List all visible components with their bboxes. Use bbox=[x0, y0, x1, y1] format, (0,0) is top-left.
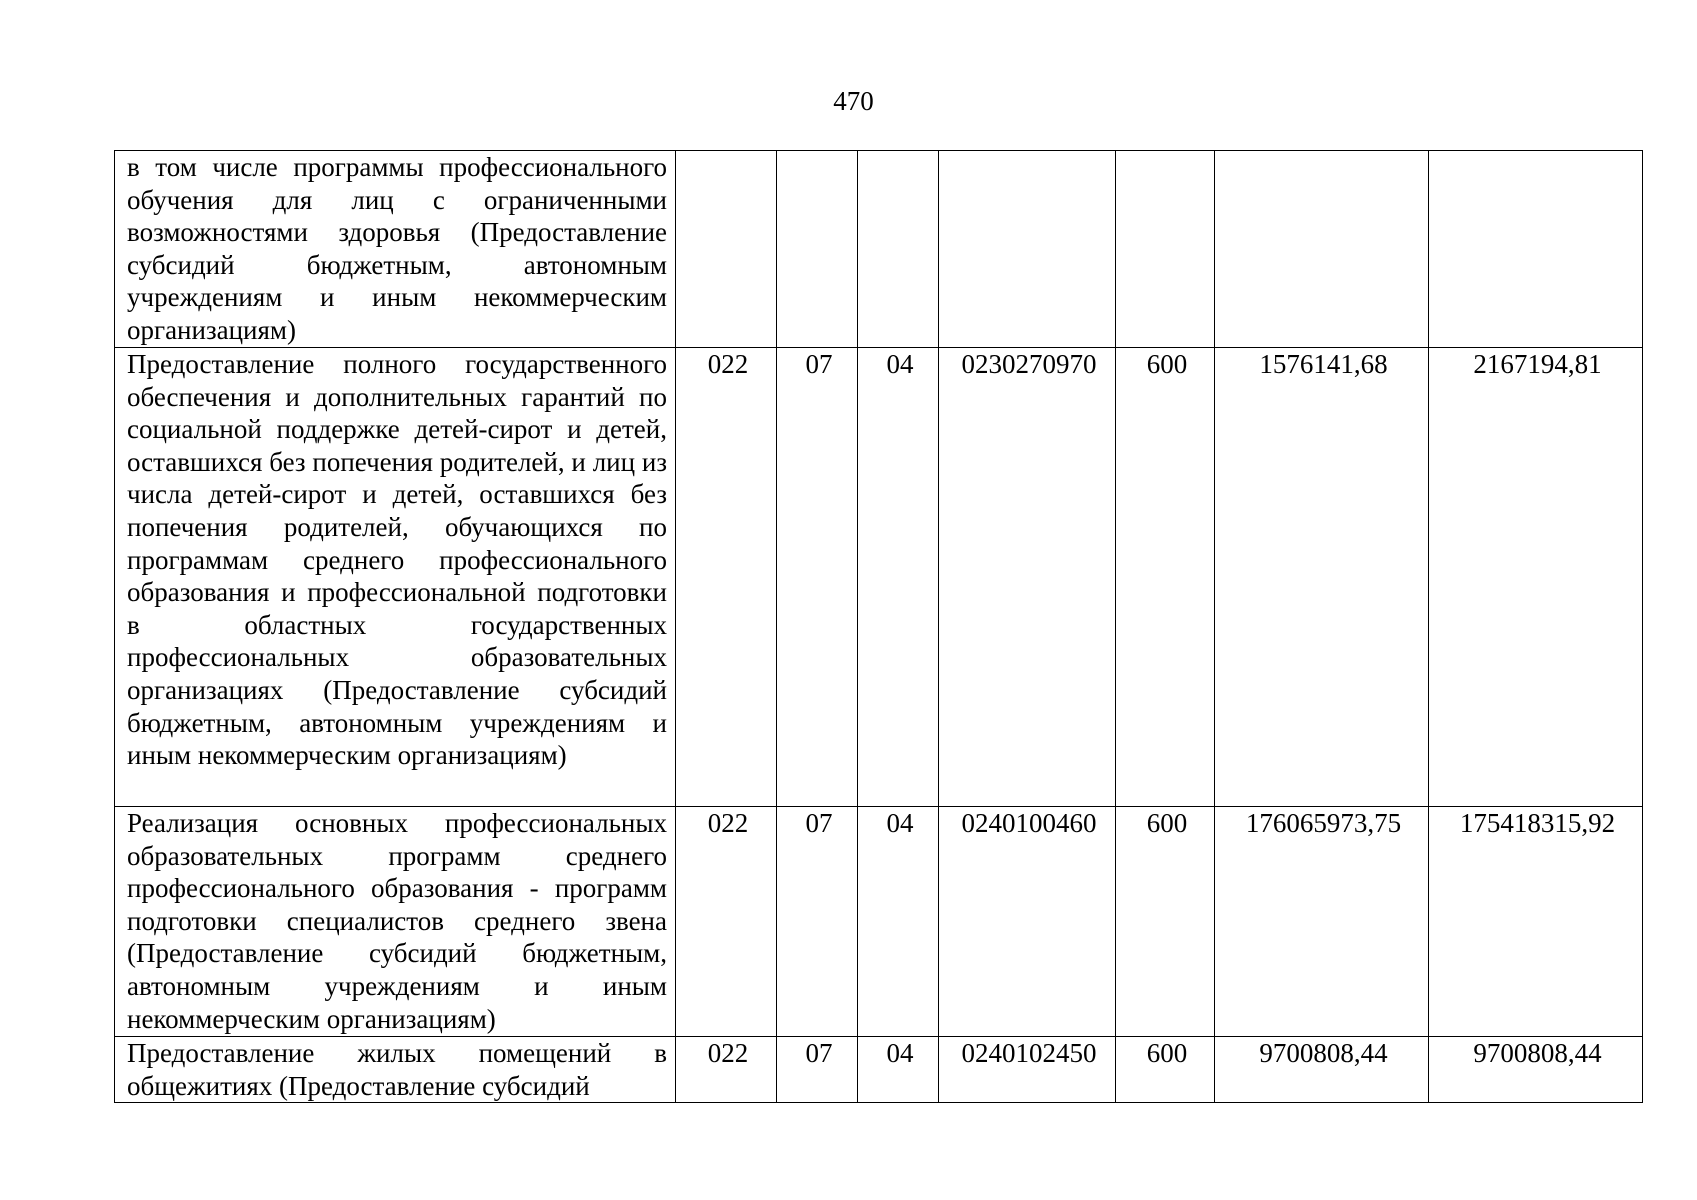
amount-year-1: 9700808,44 bbox=[1215, 1037, 1429, 1103]
amount-year-1 bbox=[1215, 151, 1429, 348]
table-row bbox=[115, 348, 1643, 807]
ministry-code: 022 bbox=[676, 1037, 777, 1103]
budget-table bbox=[114, 150, 1643, 1103]
expense-type-code: 600 bbox=[1116, 807, 1215, 1037]
amount-year-1: 1576141,68 bbox=[1215, 348, 1429, 807]
target-article-code: 0240102450 bbox=[939, 1037, 1116, 1103]
row-description: в том числе программы профессионального обучения для лиц с ограниченными возможностями здоровья (Предоставление субсидий бюджетным, автономным учреждениям и иным некоммерческим организациям) bbox=[115, 151, 676, 348]
expense-type-code: 600 bbox=[1116, 348, 1215, 807]
page-number: 470 bbox=[833, 86, 874, 116]
row-description: Предоставление жилых помещений в общежитиях (Предоставление субсидий bbox=[115, 1037, 676, 1103]
amount-year-2 bbox=[1429, 151, 1643, 348]
subsection-code: 04 bbox=[858, 1037, 939, 1103]
target-article-code: 0230270970 bbox=[939, 348, 1116, 807]
table-row bbox=[115, 1037, 1643, 1103]
table-row bbox=[115, 151, 1643, 348]
subsection-code: 04 bbox=[858, 348, 939, 807]
subsection-code: 04 bbox=[858, 807, 939, 1037]
row-description: Реализация основных профессиональных образовательных программ среднего профессионального образования - программ подготовки специалистов среднего звена (Предоставление субсидий бюджетным, автономным учреждениям и иным некоммерческим организациям) bbox=[115, 807, 676, 1037]
section-code: 07 bbox=[777, 348, 858, 807]
amount-year-2: 2167194,81 bbox=[1429, 348, 1643, 807]
expense-type-code: 600 bbox=[1116, 1037, 1215, 1103]
expense-type-code bbox=[1116, 151, 1215, 348]
target-article-code: 0240100460 bbox=[939, 807, 1116, 1037]
row-description: Предоставление полного государственного обеспечения и дополнительных гарантий по социальной поддержке детей-сирот и детей, оставшихся без попечения родителей, и лиц из числа детей-сирот и детей, оставшихся без попечения родителей, обучающихся по программам среднего профессионального образования и профессиональной подготовки в областных государственных профессиональных образовательных организациях (Предоставление субсидий бюджетным, автономным учреждениям и иным некоммерческим организациям) bbox=[115, 348, 676, 807]
section-code: 07 bbox=[777, 807, 858, 1037]
target-article-code bbox=[939, 151, 1116, 348]
ministry-code bbox=[676, 151, 777, 348]
amount-year-1: 176065973,75 bbox=[1215, 807, 1429, 1037]
subsection-code bbox=[858, 151, 939, 348]
table-row bbox=[115, 807, 1643, 1037]
amount-year-2: 9700808,44 bbox=[1429, 1037, 1643, 1103]
section-code: 07 bbox=[777, 1037, 858, 1103]
section-code bbox=[777, 151, 858, 348]
amount-year-2: 175418315,92 bbox=[1429, 807, 1643, 1037]
ministry-code: 022 bbox=[676, 807, 777, 1037]
ministry-code: 022 bbox=[676, 348, 777, 807]
